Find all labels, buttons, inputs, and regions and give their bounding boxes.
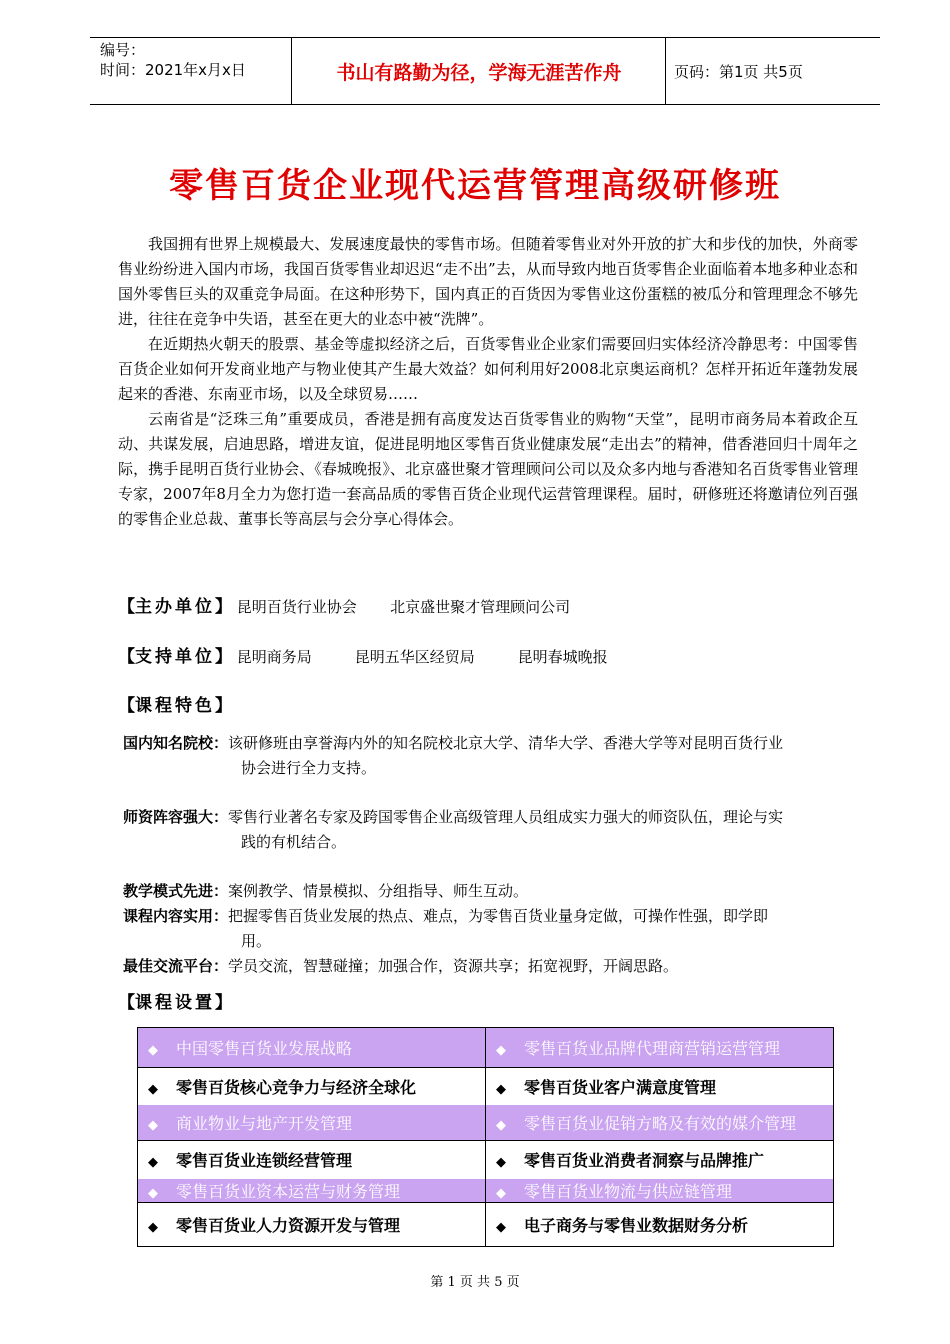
feature-item: 教学模式先进：案例教学、情景模拟、分组指导、师生互动。: [123, 882, 529, 900]
feature-item: 国内知名院校：该研修班由享誉海内外的知名院校北京大学、清华大学、香港大学等对昆明百货行业 协会进行全力支持。: [123, 734, 784, 777]
features-heading: 【课程特色】: [118, 696, 232, 716]
diamond-bullet-icon: ◆: [148, 1185, 158, 1201]
course-cell: ◆ 零售百货业连锁经营管理: [138, 1141, 486, 1179]
host-label: 主办单位: [135, 597, 215, 617]
course-cell: ◆ 电子商务与零售业数据财务分析: [486, 1203, 834, 1247]
intro-paragraph: 在近期热火朝天的股票、基金等虚拟经济之后，百货零售业企业家们需要回归实体经济冷静思考：中国零售百货企业如何开发商业地产与物业使其产生最大效益？如何利用好2008北京奥运商机？怎样开拓近年蓬勃发展起来的香港、东南亚市场，以及全球贸易……: [118, 335, 858, 403]
page-footer: 第 1 页 共 5 页: [430, 1275, 520, 1290]
header-motto: 书山有路勤为径，学海无涯苦作舟: [336, 61, 622, 84]
header-divider: [291, 38, 292, 104]
header-meta: [100, 40, 246, 80]
host-value: 昆明百货行业协会 北京盛世聚才管理顾问公司: [236, 598, 571, 616]
intro-text: [118, 232, 858, 532]
diamond-bullet-icon: ◆: [496, 1220, 506, 1235]
intro-paragraph: 我国拥有世界上规模最大、发展速度最快的零售市场。但随着零售业对外开放的扩大和步伐的加快，外商零售业纷纷进入国内市场，我国百货零售业却迟迟“走不出”去，从而导致内地百货零售企业面临着本地多种业态和国外零售巨头的双重竞争局面。在这种形势下，国内真正的百货因为零售业这份蛋糕的被瓜分和管理理念不够先进，往往在竞争中失语，甚至在更大的业态中被“洗牌”。: [118, 235, 858, 328]
diamond-bullet-icon: ◆: [148, 1081, 158, 1097]
diamond-bullet-icon: ◆: [148, 1155, 158, 1171]
feature-item: 师资阵容强大：零售行业著名专家及跨国零售企业高级管理人员组成实力强大的师资队伍，理论与实 践的有机结合。: [123, 808, 784, 851]
course-cell: ◆ 零售百货业物流与供应链管理: [486, 1179, 834, 1203]
course-cell: ◆ 零售百货业品牌代理商营销运营管理: [486, 1028, 834, 1068]
diamond-bullet-icon: ◆: [148, 1043, 158, 1058]
page-header: [90, 37, 880, 105]
header-divider: [665, 38, 666, 104]
diamond-bullet-icon: ◆: [496, 1043, 506, 1058]
support-row: 【支持单位】 昆明商务局 昆明五华区经贸局 昆明春城晚报: [118, 647, 608, 667]
header-page-number: 页码：第1页 共5页: [674, 62, 803, 81]
course-cell: ◆ 零售百货业人力资源开发与管理: [138, 1203, 486, 1247]
course-cell: ◆ 零售百货业促销方略及有效的媒介管理: [486, 1105, 834, 1141]
table-row: [138, 1179, 834, 1203]
header-time: 时间：2021年x月x日: [100, 61, 246, 79]
diamond-bullet-icon: ◆: [496, 1185, 506, 1201]
table-row: [138, 1141, 834, 1179]
course-table: [137, 1027, 834, 1247]
diamond-bullet-icon: ◆: [496, 1117, 506, 1133]
table-row: [138, 1068, 834, 1105]
diamond-bullet-icon: ◆: [148, 1117, 158, 1133]
feature-item: 课程内容实用：把握零售百货业发展的热点、难点，为零售百货业量身定做，可操作性强，即学即 用。: [123, 907, 769, 950]
course-cell: ◆ 商业物业与地产开发管理: [138, 1105, 486, 1141]
course-cell: ◆ 零售百货核心竞争力与经济全球化: [138, 1068, 486, 1105]
document-title: 零售百货企业现代运营管理高级研修班: [169, 166, 781, 206]
support-label: 支持单位: [135, 647, 215, 667]
courses-heading: 【课程设置】: [118, 993, 232, 1013]
table-row: [138, 1028, 834, 1068]
table-row: [138, 1105, 834, 1141]
course-cell: ◆ 零售百货业资本运营与财务管理: [138, 1179, 486, 1203]
diamond-bullet-icon: ◆: [496, 1081, 506, 1097]
intro-paragraph: 云南省是“泛珠三角”重要成员，香港是拥有高度发达百货零售业的购物“天堂”，昆明市商务局本着政企互动、共谋发展，启迪思路，增进友谊，促进昆明地区零售百货业健康发展“走出去”的精神，借香港回归十周年之际，携手昆明百货行业协会、《春城晚报》、北京盛世聚才管理顾问公司以及众多内地与香港知名百货零售业管理专家，2007年8月全力为您打造一套高品质的零售百货企业现代运营管理课程。届时，研修班还将邀请位列百强的零售企业总裁、董事长等高层与会分享心得体会。: [118, 410, 858, 528]
diamond-bullet-icon: ◆: [496, 1155, 506, 1171]
host-row: 【主办单位】 昆明百货行业协会 北京盛世聚才管理顾问公司: [118, 597, 571, 617]
course-cell: ◆ 零售百货业客户满意度管理: [486, 1068, 834, 1105]
course-cell: ◆ 零售百货业消费者洞察与品牌推广: [486, 1141, 834, 1179]
diamond-bullet-icon: ◆: [148, 1220, 158, 1235]
table-row: [138, 1203, 834, 1247]
course-cell: ◆ 中国零售百货业发展战略: [138, 1028, 486, 1068]
feature-item: 最佳交流平台：学员交流，智慧碰撞；加强合作，资源共享；拓宽视野，开阔思路。: [123, 957, 679, 975]
header-number: 编号：: [100, 41, 146, 59]
support-value: 昆明商务局 昆明五华区经贸局 昆明春城晚报: [236, 648, 608, 666]
